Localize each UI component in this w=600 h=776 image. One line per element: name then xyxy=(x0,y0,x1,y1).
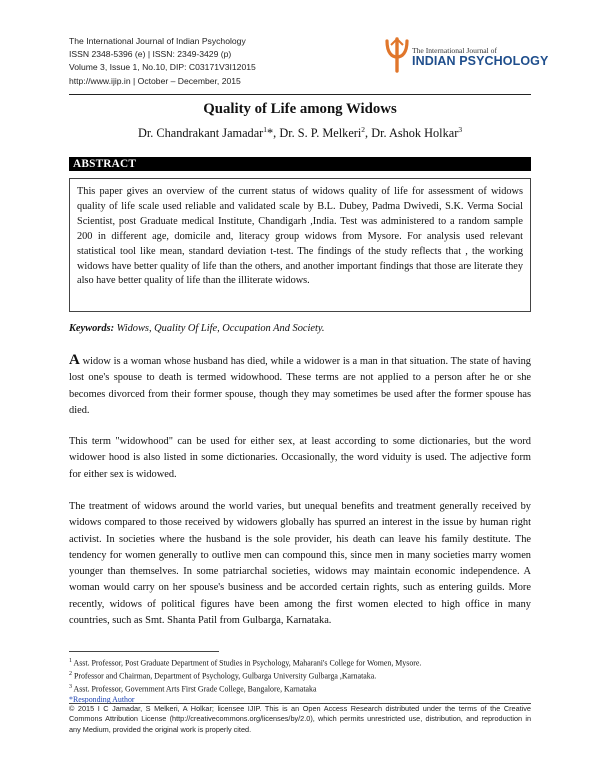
keywords-text: Widows, Quality Of Life, Occupation And Society. xyxy=(114,323,325,334)
author-2-name: Dr. S. P. Melkeri xyxy=(279,126,362,141)
body-paragraph-1 xyxy=(69,352,531,419)
footnote-1 xyxy=(69,656,531,669)
body-paragraph-2: This term "widowhood" can be used for either sex, at least according to some dictionaries, but the word widower hood is also listed in some dictionaries. Occasionally, the word viduity is used. The adjective form for either sex is widowed. xyxy=(69,436,531,480)
footnote-1-mark: 1 xyxy=(69,658,72,664)
abstract-heading-bar xyxy=(69,157,531,171)
author-list xyxy=(69,125,531,141)
psi-logo-icon xyxy=(384,37,410,73)
author-1-suffix: *, xyxy=(267,126,280,141)
journal-meta xyxy=(69,35,329,88)
author-1-mark: 1 xyxy=(263,125,268,134)
journal-name: The International Journal of Indian Psychology xyxy=(69,36,246,46)
journal-issn: ISSN 2348-5396 (e) | ISSN: 2349-3429 (p) xyxy=(69,49,232,60)
journal-url-line xyxy=(69,75,329,88)
author-2-mark: 2 xyxy=(361,125,366,134)
body-paragraph-3: The treatment of widows around the world varies, but unequal benefits and treatment generally received by widows compared to those received by widowers globally has spurred an interest in the issue by human right activist. In societies where the husband is the sole provider, his death can leave his family destitute. The tendency for women generally to outlive men can compound this, since men in many societies marry women younger than themselves. In some patriarchal societies, widows may maintain economic independence. A woman would carry on her spouse's business and be accorded certain rights, such as entering guilds. More recently, widows of political figures have been among the first women elected to high office in many countries, such as Smt. Shanta Patil from Gulbarga, Karnataka. xyxy=(69,501,531,627)
footnote-2-text: Professor and Chairman, Department of Psychology, Gulbarga University Gulbarga ,Karnataka. xyxy=(72,671,377,681)
footnote-3-mark: 3 xyxy=(69,683,72,690)
abstract-box xyxy=(69,178,531,312)
footnote-1-text: Asst. Professor, Post Graduate Department of Studies in Psychology, Maharani's College for Women, Mysore. xyxy=(72,658,422,668)
footnote-2 xyxy=(69,669,531,682)
abstract-text: This paper gives an overview of the current status of widows quality of life for assessment of widows quality of life scale used reliable and validated scale by B.L. Dubey, Padma Dwivedi, S.K. Verma Social Scientist, post Graduate medical Institute, Chandigarh ,India. Test was administered to a random sample 200 in different age, domicile and, literacy group widows from Mysore. For analysis used relevant statistical tool like mean, standard deviation t-test. The findings of the study reflects that , the working widows have better quality of life than the others, and another important findings that those are literate they also have better quality of life than the illiterate widows. xyxy=(77,186,523,287)
author-3-name: Dr. Ashok Holkar xyxy=(371,126,459,141)
keywords-line xyxy=(69,323,531,334)
logo-title: INDIAN PSYCHOLOGY xyxy=(412,54,549,68)
footnote-divider xyxy=(69,651,219,652)
journal-url-separator: | xyxy=(133,75,136,86)
corresponding-author-link[interactable]: *Responding Author xyxy=(69,694,135,704)
journal-date: October – December, 2015 xyxy=(137,75,241,86)
journal-logo xyxy=(384,35,549,75)
author-3-mark: 3 xyxy=(458,125,463,134)
drop-cap: A xyxy=(69,352,80,368)
header-divider xyxy=(69,94,531,95)
journal-volume: Volume 3, Issue 1, No.10, DIP: C03171V3I12015 xyxy=(69,62,256,73)
footnote-2-mark: 2 xyxy=(69,670,72,677)
journal-url[interactable]: http://www.ijip.in xyxy=(69,75,131,86)
author-2-suffix: , xyxy=(365,126,372,141)
logo-subtitle: The International Journal of xyxy=(412,46,497,55)
abstract-heading: ABSTRACT xyxy=(73,158,137,170)
footnote-3 xyxy=(69,682,531,695)
article-title: Quality of Life among Widows xyxy=(203,101,397,117)
footnotes xyxy=(69,656,531,705)
author-1-name: Dr. Chandrakant Jamadar xyxy=(137,126,264,141)
license-text: © 2015 I C Jamadar, S Melkeri, A Holkar; licensee IJIP. This is an Open Access Research distributed under the terms of the Creative Commons Attribution License (http://creativecommons.org/licenses/by/2.0), which permits unrestricted use, distribution, and reproduction in any Medium, provided the original work is properly cited. xyxy=(69,704,531,734)
keywords-label: Keywords: xyxy=(69,323,115,334)
footnote-3-text: Asst. Professor, Government Arts First Grade College, Bangalore, Karnataka xyxy=(72,684,317,694)
body-paragraph-1-text: widow is a woman whose husband has died, while a widower is a man in that situation. The state of having lost one's spouse to death is termed widowhood. These terms are not applied to a person after he or she becomes divorced from their former spouse, though they may sometimes be used after the former spouse has died. xyxy=(69,356,531,416)
